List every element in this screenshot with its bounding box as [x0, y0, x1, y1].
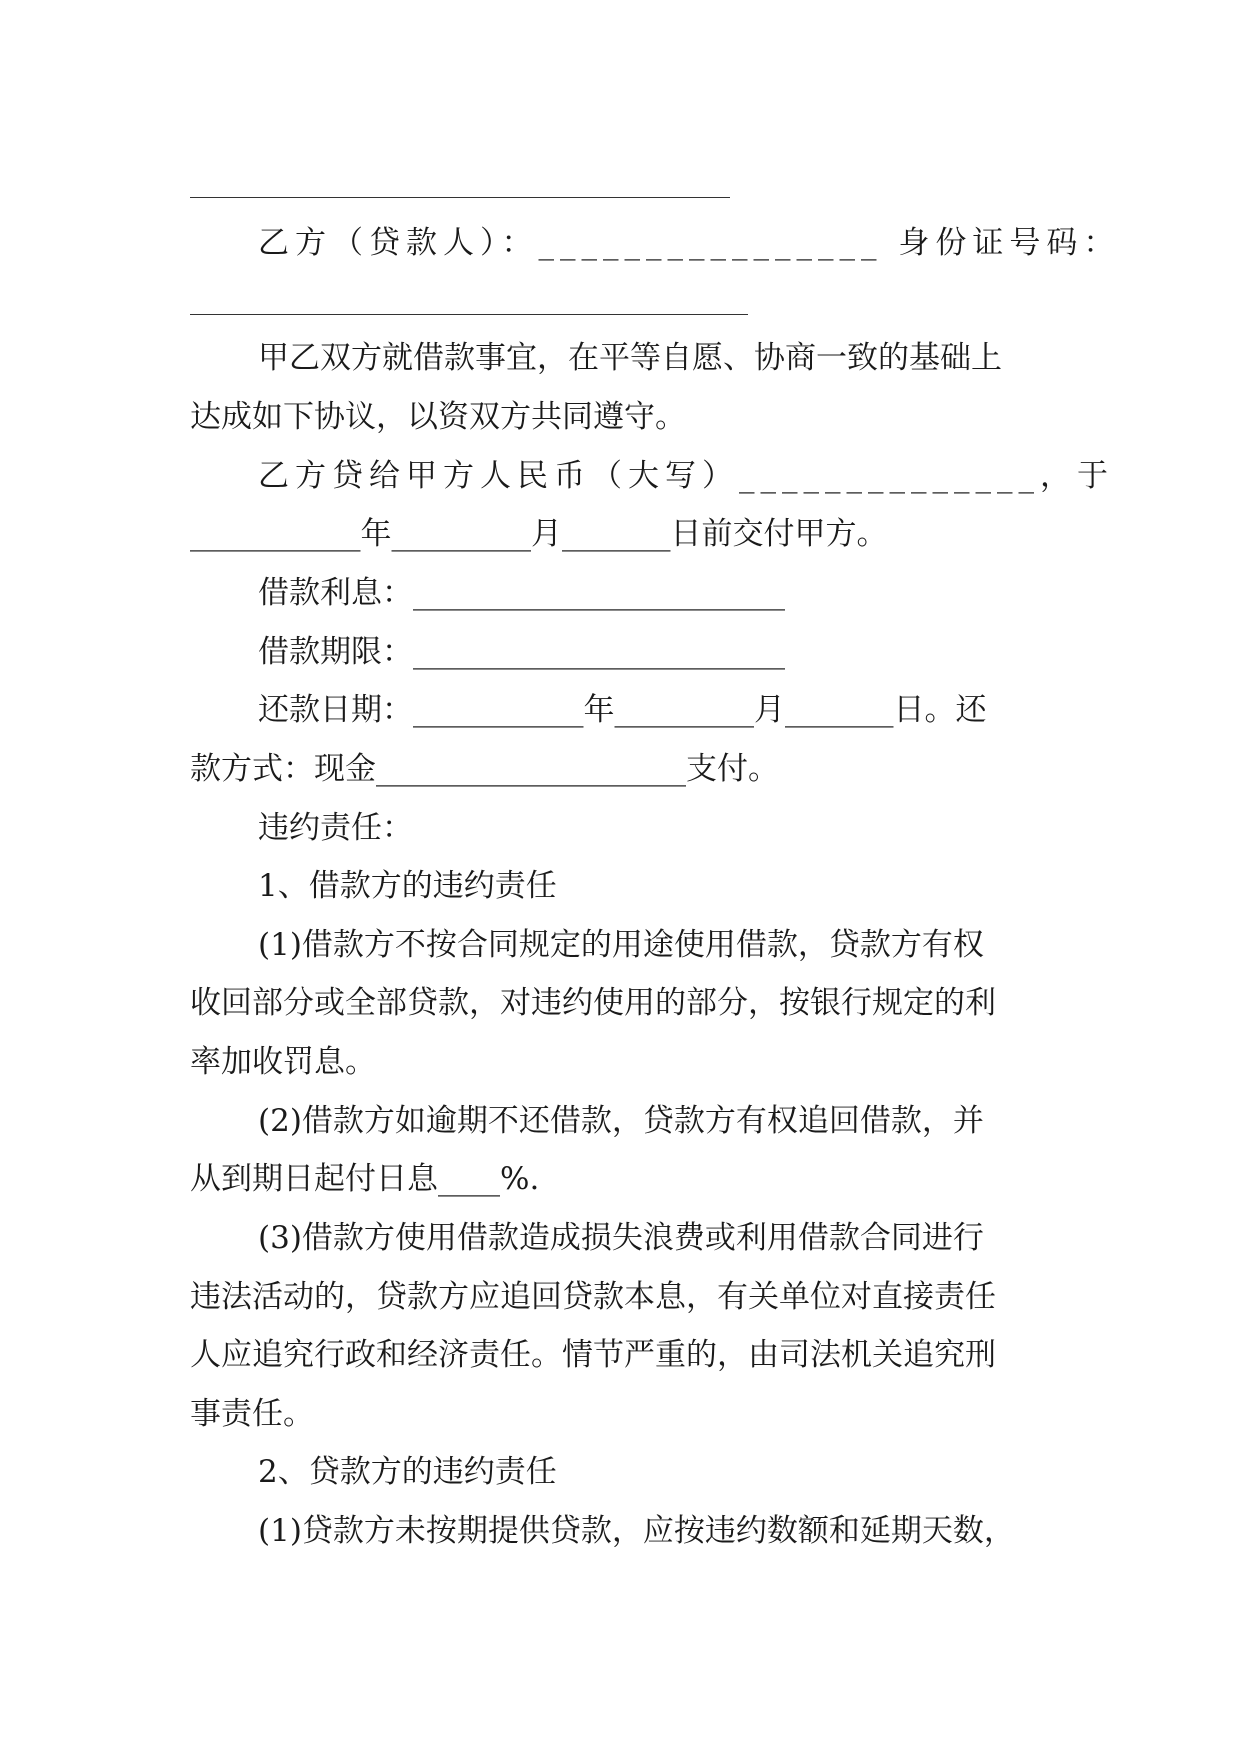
blank-line-top [190, 197, 730, 198]
loan-interest-line: 借款利息：________________________ [258, 575, 785, 611]
loan-amount-line-1: 乙方贷给甲方人民币（大写）______________，于 [258, 458, 1114, 494]
clause-1-3-line-3: 人应追究行政和经济责任。情节严重的，由司法机关追究刑 [190, 1337, 996, 1373]
clause-1-1-line-1: (1)借款方不按合同规定的用途使用借款，贷款方有权 [258, 927, 984, 963]
repayment-method-line: 款方式：现金____________________支付。 [190, 751, 779, 787]
borrower-breach-heading: 1、借款方的违约责任 [258, 868, 557, 904]
blank-line-id-number [190, 314, 748, 315]
clause-1-1-line-2: 收回部分或全部贷款，对违约使用的部分，按银行规定的利 [190, 985, 996, 1021]
clause-1-2-line-2: 从到期日起付日息____%. [190, 1161, 540, 1197]
paragraph-intro-line-1: 甲乙双方就借款事宜，在平等自愿、协商一致的基础上 [258, 340, 1002, 376]
party-b-line: 乙方（贷款人）：________________ 身份证号码： [258, 225, 1121, 261]
clause-1-3-line-1: (3)借款方使用借款造成损失浪费或利用借款合同进行 [258, 1220, 984, 1256]
breach-heading: 违约责任： [258, 810, 413, 846]
loan-term-line: 借款期限：________________________ [258, 634, 785, 670]
clause-1-3-line-4: 事责任。 [190, 1396, 314, 1432]
repayment-date-line: 还款日期：___________年_________月_______日。还 [258, 692, 987, 728]
lender-breach-heading: 2、贷款方的违约责任 [258, 1454, 557, 1490]
paragraph-intro-line-2: 达成如下协议，以资双方共同遵守。 [190, 399, 686, 435]
loan-amount-line-2: ___________年_________月_______日前交付甲方。 [190, 516, 888, 552]
clause-1-3-line-2: 违法活动的，贷款方应追回贷款本息，有关单位对直接责任 [190, 1279, 996, 1315]
clause-2-1-line-1: (1)贷款方未按期提供贷款，应按违约数额和延期天数， [258, 1513, 1015, 1549]
clause-1-2-line-1: (2)借款方如逾期不还借款，贷款方有权追回借款，并 [258, 1103, 984, 1139]
clause-1-1-line-3: 率加收罚息。 [190, 1044, 376, 1080]
